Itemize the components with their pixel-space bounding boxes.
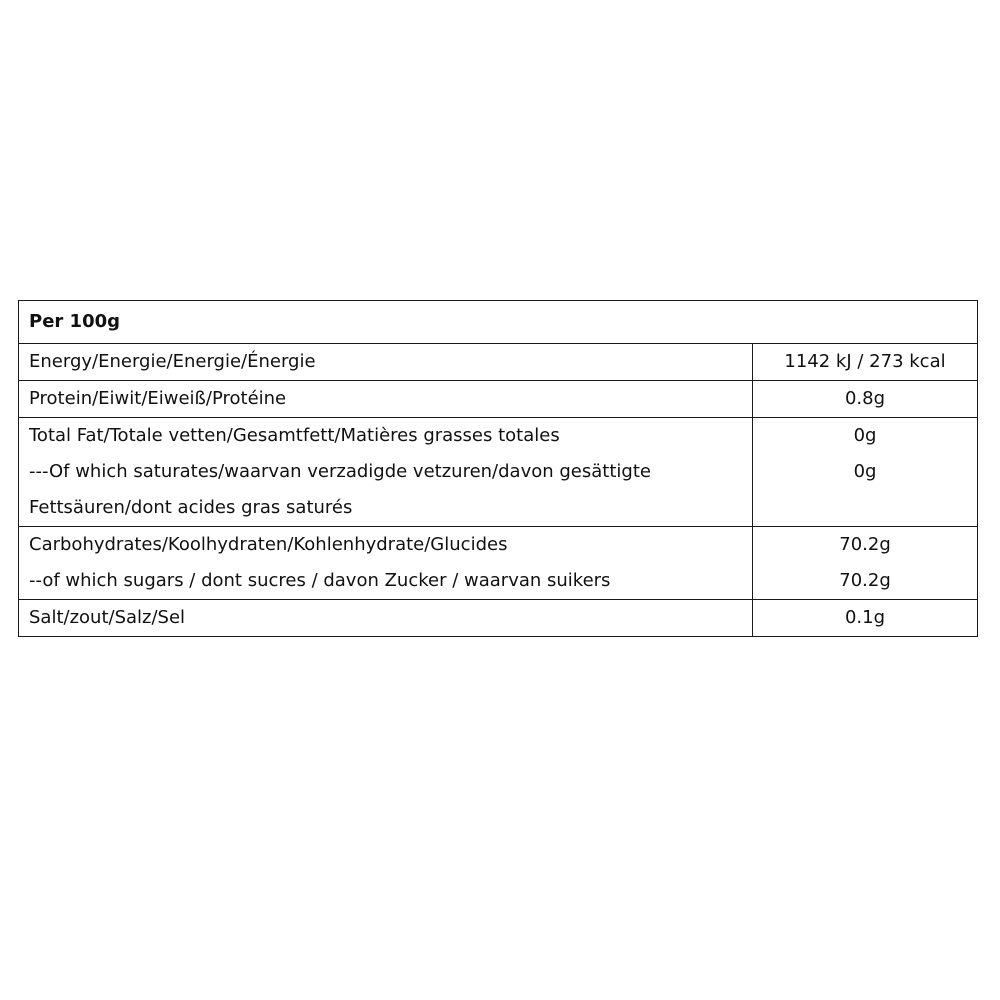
nutrient-label: Carbohydrates/Koolhydraten/Kohlenhydrate/Glucides bbox=[29, 534, 508, 555]
nutrient-label-cell bbox=[19, 418, 753, 527]
nutrient-value: 0g bbox=[853, 425, 877, 446]
table-row-salt bbox=[19, 600, 978, 637]
nutrient-value-cell bbox=[753, 381, 978, 418]
table-row-protein bbox=[19, 381, 978, 418]
nutrient-sublabel-continued: Fettsäuren/dont acides gras saturés bbox=[29, 497, 353, 518]
table-row-energy bbox=[19, 344, 978, 381]
table-row-fat bbox=[19, 418, 978, 527]
table-row-carbohydrates bbox=[19, 527, 978, 600]
nutrient-label-cell bbox=[19, 600, 753, 637]
nutrient-value: 0.1g bbox=[844, 607, 886, 628]
nutrient-label-cell bbox=[19, 344, 753, 381]
nutrient-label: Salt/zout/Salz/Sel bbox=[29, 607, 186, 628]
table-header-per-100g: Per 100g bbox=[19, 301, 978, 344]
nutrient-value-cell bbox=[753, 600, 978, 637]
nutrient-subvalue: 70.2g bbox=[839, 570, 891, 591]
table-header-row bbox=[19, 301, 978, 344]
nutrient-label-cell bbox=[19, 527, 753, 600]
nutrition-table bbox=[18, 300, 978, 637]
nutrient-value: 0.8g bbox=[844, 388, 886, 409]
nutrient-value-cell bbox=[753, 527, 978, 600]
nutrient-value: 1142 kJ / 273 kcal bbox=[784, 351, 946, 372]
nutrient-value-cell bbox=[753, 344, 978, 381]
nutrient-label: Total Fat/Totale vetten/Gesamtfett/Matières grasses totales bbox=[29, 425, 560, 446]
nutrient-label-cell bbox=[19, 381, 753, 418]
nutrient-sublabel: --of which sugars / dont sucres / davon Zucker / waarvan suikers bbox=[29, 570, 611, 591]
nutrient-value-cell bbox=[753, 418, 978, 527]
nutrient-label: Energy/Energie/Energie/Énergie bbox=[29, 351, 316, 372]
nutrient-subvalue: 0g bbox=[853, 461, 877, 482]
nutrient-label: Protein/Eiwit/Eiweiß/Protéine bbox=[29, 388, 287, 409]
nutrient-sublabel: ---Of which saturates/waarvan verzadigde vetzuren/davon gesättigte bbox=[29, 461, 651, 482]
nutrient-value: 70.2g bbox=[839, 534, 891, 555]
